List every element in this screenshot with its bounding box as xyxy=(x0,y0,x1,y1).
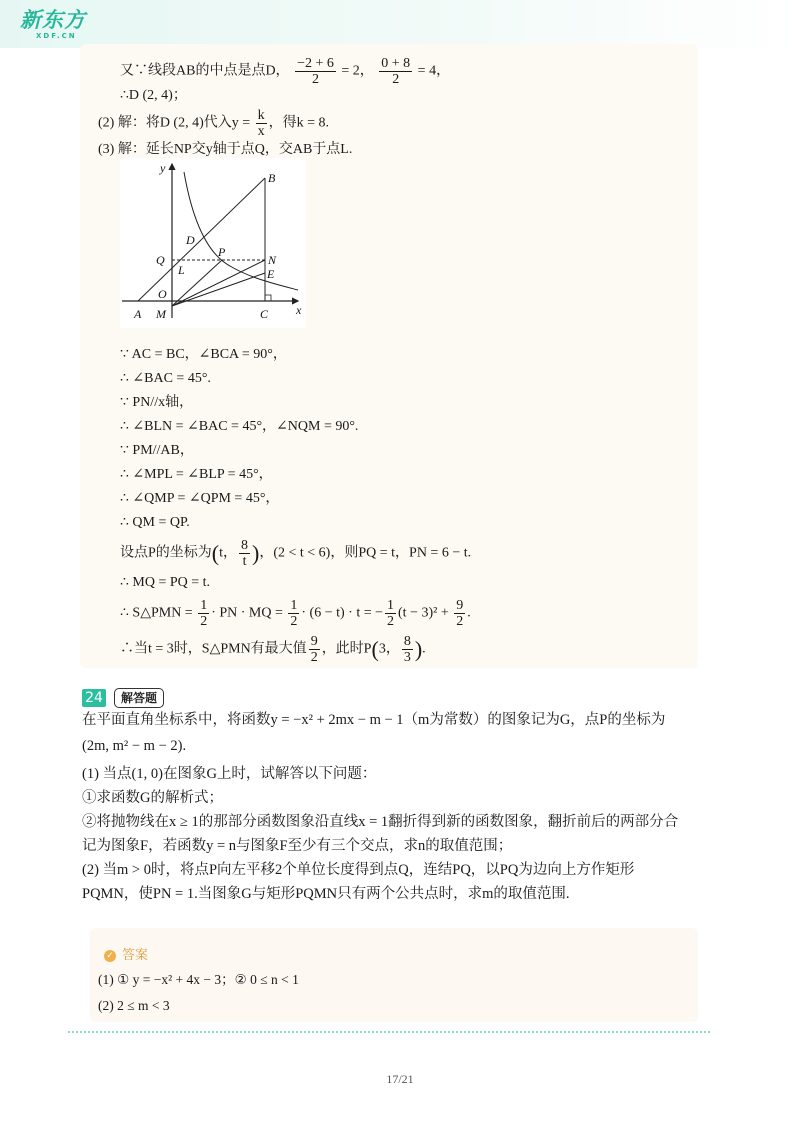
answer-title: 答案 xyxy=(122,948,149,963)
fraction xyxy=(385,598,396,629)
geometry-figure xyxy=(120,158,306,328)
brand-logo xyxy=(20,8,86,40)
answer-line-1: (1) ① y = −x² + 4x − 3；② 0 ≤ n < 1 xyxy=(98,972,299,987)
label-o: O xyxy=(158,287,167,301)
question-part-2: (2) 当m > 0时，将点P向左平移2个单位长度得到点Q，连结PQ，以PQ为边向上方作矩形 xyxy=(82,862,635,878)
text: 3， xyxy=(378,641,400,657)
text: ∴当t = 3时，S△PMN有最大值 xyxy=(120,641,307,657)
denominator: 2 xyxy=(290,614,298,629)
denominator: 2 xyxy=(311,72,319,87)
solution-step-1: ∵ AC = BC，∠BCA = 90°， xyxy=(120,347,287,362)
denominator: 2 xyxy=(392,72,400,87)
numerator: 8 xyxy=(241,538,249,553)
solution-step-4: ∴ ∠BLN = ∠BAC = 45°，∠NQM = 90°. xyxy=(120,419,359,434)
text: = 4， xyxy=(414,63,451,79)
solution-step-2: ∴ ∠BAC = 45°. xyxy=(120,371,211,386)
logo-subtext: XDF.CN xyxy=(36,32,77,40)
question-text-2: (2m, m² − m − 2). xyxy=(82,738,187,754)
check-icon: ✓ xyxy=(104,950,116,962)
label-a: A xyxy=(134,307,142,321)
text: ，(2 < t < 6)，则PQ = t，PN = 6 − t. xyxy=(259,545,472,561)
question-number-badge: 24 xyxy=(82,689,106,707)
solution-step-3: ∵ PN//x轴， xyxy=(120,395,194,410)
paren: ( xyxy=(371,636,379,662)
solution-step-11 xyxy=(120,598,471,629)
fraction xyxy=(256,108,267,139)
text: . xyxy=(467,605,471,621)
answer-line-2: (2) 2 ≤ m < 3 xyxy=(98,998,170,1013)
text: = 2， xyxy=(337,63,374,79)
label-l: L xyxy=(178,263,185,277)
text: (2) 解：将D (2, 4)代入y = xyxy=(98,115,254,131)
numerator: 1 xyxy=(387,598,395,613)
question-type-badge: 解答题 xyxy=(114,688,164,708)
label-m: M xyxy=(156,307,166,321)
denominator: x xyxy=(257,124,265,139)
denominator: 2 xyxy=(387,614,395,629)
text: t， xyxy=(219,545,238,561)
paren: ( xyxy=(211,540,220,566)
numerator: 0 + 8 xyxy=(381,56,411,71)
label-y: y xyxy=(160,161,166,175)
label-b: B xyxy=(268,171,276,185)
label-c: C xyxy=(260,307,269,321)
denominator: 2 xyxy=(200,614,208,629)
label-n: N xyxy=(268,253,277,267)
question-part-1-sub-2-cont: 记为图象F，若函数y = n与图象F至少有三个交点，求n的取值范围； xyxy=(82,838,513,854)
label-x: x xyxy=(296,303,302,317)
label-p: P xyxy=(218,245,226,259)
text: . xyxy=(422,641,426,657)
numerator: −2 + 6 xyxy=(297,56,334,71)
solution-line-1 xyxy=(120,56,450,87)
question-part-2-cont: PQMN，使PN = 1.当图象G与矩形PQMN只有两个公共点时，求m的取值范围. xyxy=(82,886,570,902)
label-d: D xyxy=(186,233,195,247)
text: ∴ S△PMN = xyxy=(120,605,197,621)
answer-header xyxy=(104,944,148,963)
line-mn xyxy=(172,260,265,306)
fraction xyxy=(288,598,299,629)
numerator: 8 xyxy=(403,634,411,649)
solution-step-6: ∴ ∠MPL = ∠BLP = 45°， xyxy=(120,467,273,482)
solution-step-12 xyxy=(120,634,426,665)
text: · (6 − t) · t = − xyxy=(301,605,384,621)
numerator: 9 xyxy=(310,634,318,649)
fraction xyxy=(309,634,320,665)
right-angle-mark xyxy=(265,295,271,301)
fraction xyxy=(379,56,412,87)
fraction xyxy=(454,598,465,629)
paren: ) xyxy=(414,636,423,662)
text: 又∵线段AB的中点是点D， xyxy=(120,63,290,79)
numerator: 1 xyxy=(200,598,208,613)
label-e: E xyxy=(267,267,275,281)
text: ，此时P xyxy=(321,641,372,657)
solution-step-7: ∴ ∠QMP = ∠QPM = 45°， xyxy=(120,491,280,506)
text: 设点P的坐标为 xyxy=(120,545,212,561)
fraction xyxy=(198,598,209,629)
line-ab xyxy=(138,178,265,301)
denominator: 2 xyxy=(456,614,464,629)
header-band xyxy=(0,0,800,48)
text: (t − 3)² + xyxy=(398,605,453,621)
solution-line-3 xyxy=(98,108,329,139)
label-q: Q xyxy=(156,253,165,267)
page-number: 17/21 xyxy=(386,1072,414,1086)
fraction xyxy=(295,56,336,87)
divider xyxy=(68,1031,710,1033)
text: · PN · MQ = xyxy=(211,605,287,621)
text: ，得k = 8. xyxy=(268,115,330,131)
numerator: 9 xyxy=(456,598,464,613)
denominator: t xyxy=(242,554,247,569)
solution-step-8: ∴ QM = QP. xyxy=(120,515,190,530)
question-part-1-sub-2: ②将抛物线在x ≥ 1的那部分函数图象沿直线x = 1翻折得到新的函数图象，翻折前后的两部分合 xyxy=(82,814,679,830)
solution-line-4: (3) 解：延长NP交y轴于点Q，交AB于点L. xyxy=(98,142,353,157)
fraction xyxy=(402,634,413,665)
solution-step-9 xyxy=(120,538,471,569)
solution-step-5: ∵ PM//AB， xyxy=(120,443,194,458)
numerator: k xyxy=(257,108,265,123)
question-part-1: (1) 当点(1, 0)在图象G上时，试解答以下问题： xyxy=(82,766,377,782)
numerator: 1 xyxy=(290,598,298,613)
denominator: 3 xyxy=(403,650,411,665)
solution-line-2: ∴D (2, 4)； xyxy=(120,88,187,103)
solution-step-10: ∴ MQ = PQ = t. xyxy=(120,575,211,590)
logo-text: 新东方 xyxy=(20,8,86,32)
question-part-1-sub-1: ①求函数G的解析式； xyxy=(82,790,223,806)
fraction xyxy=(239,538,250,569)
question-text-1: 在平面直角坐标系中，将函数y = −x² + 2mx − m − 1（m为常数）的图象记为G，点P的坐标为 xyxy=(82,712,666,728)
denominator: 2 xyxy=(310,650,318,665)
paren: ) xyxy=(252,540,260,566)
